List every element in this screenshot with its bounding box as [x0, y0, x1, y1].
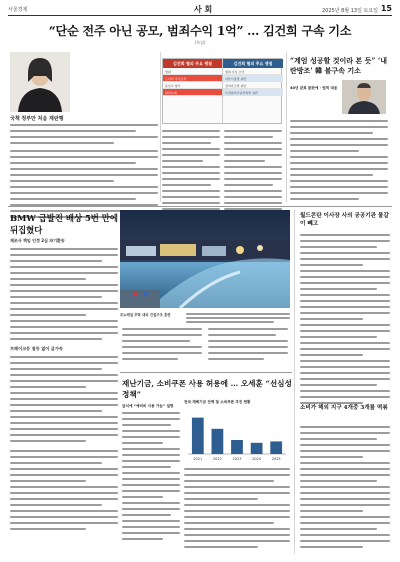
chart-bar: [251, 443, 263, 454]
bottom-body-text-2: [184, 468, 290, 552]
right-body-text-1: [290, 120, 388, 204]
portrait-photo: [10, 52, 70, 112]
left-kicker-3: 브레이크등 점등 없이 급가속: [10, 346, 63, 351]
section-name: 사 회: [194, 4, 213, 14]
center-body-text-3: [122, 328, 202, 364]
bottom-kicker: 급식에 “예비비 사용 가능” 설명: [122, 404, 174, 408]
left-kicker-2: 제조사 책임 인정 2심 파기환송: [10, 238, 65, 243]
portrait-illustration: [10, 52, 70, 112]
column-divider: [160, 52, 161, 202]
column-divider: [286, 52, 287, 202]
chart-tick-label: 2021: [193, 457, 203, 461]
photo-caption-text: [186, 313, 290, 325]
table-row: 도이치 주가조작: [163, 75, 222, 82]
chart-tick-label: 2022: [212, 457, 222, 461]
right-headline-3: 소비가 해외 지구 4개중 3개를 떡볶: [300, 405, 388, 411]
chart-bar: [192, 418, 204, 454]
right-body-text-2: [300, 234, 390, 408]
left-headline-2: BMW 급발진 배상 5번 만에 뒤집혔다: [10, 213, 118, 235]
table-right-header: 김건희 혐의 추요 쟁점: [223, 59, 283, 68]
photo-caption-title: 모노레일 추락 대피 건설구조 훈련: [120, 313, 171, 317]
table-row: 통일교 청탁: [163, 82, 222, 89]
chart-bar: [270, 441, 282, 454]
table-row: 혐의: [163, 68, 222, 75]
monorail-drill-photo: [120, 210, 290, 308]
night-scene-illustration: [120, 210, 290, 308]
chart-bar: [212, 429, 224, 454]
right-body-text-3: [300, 426, 390, 552]
table-row: 혐의 사실 요약: [223, 68, 283, 75]
top-byline: (특검): [194, 40, 206, 45]
bottom-headline: 재난기금, 소비쿠폰 사용 허용에 … 오세훈 “선심성 정책”: [122, 379, 292, 399]
issue-date: 2025년 8월 13일 토요일: [321, 8, 378, 14]
left-body-text-2: [10, 248, 118, 344]
left-body-text-4: [10, 450, 118, 534]
bottom-body-text-1: [122, 412, 180, 544]
charges-left-col: [163, 59, 223, 123]
left-summary-lines: [10, 124, 158, 148]
right-headline-1: “계엄 성공할 것이라 본 듯” ‘내란방조’ 韓 불구속 기소: [290, 56, 388, 75]
charges-right-col: [223, 59, 283, 123]
chart-tick-label: 2023: [232, 457, 242, 461]
right-kicker-1: 40년 관료 끝판에 · 법적 대응: [290, 86, 338, 90]
masthead: [8, 4, 392, 16]
left-kicker-1: 국책 정부만 처음 재판행: [10, 116, 64, 122]
bar-chart: [184, 408, 290, 462]
charges-table: [162, 58, 282, 124]
section-divider: [8, 206, 392, 207]
right-headline-2: 월드콘탄 이사장 사의 공공기관 물갈이 빼고: [300, 213, 389, 227]
paper-name: 서울경제: [8, 7, 28, 13]
chart-tick-label: 2025: [271, 457, 281, 461]
column-divider: [294, 210, 295, 554]
chart-tick-label: 2024: [252, 457, 262, 461]
section-divider: [120, 372, 292, 373]
table-row: 자본시장법 위반: [223, 75, 283, 82]
table-row: 알선수재: [163, 89, 222, 96]
table-row: 특정범죄가중처벌법 위반: [223, 89, 283, 96]
center-body-text-4: [208, 328, 288, 364]
table-row: 정치자금법 위반: [223, 82, 283, 89]
left-body-text-3: [10, 356, 118, 446]
page-number: 15: [380, 4, 392, 13]
chart-title: 전국 재해기금 잔액 및 소비쿠폰 추진 현황: [184, 400, 251, 404]
table-left-header: 김건희 혐의 주요 쟁점: [163, 59, 222, 68]
official-portrait-illustration: [342, 80, 386, 114]
chart-bar: [231, 440, 243, 454]
fund-chart: [184, 400, 290, 462]
official-portrait-photo: [342, 80, 386, 114]
top-headline: “단순 전주 아닌 공모, 범죄수익 1억” … 김건희 구속 기소: [48, 24, 352, 38]
